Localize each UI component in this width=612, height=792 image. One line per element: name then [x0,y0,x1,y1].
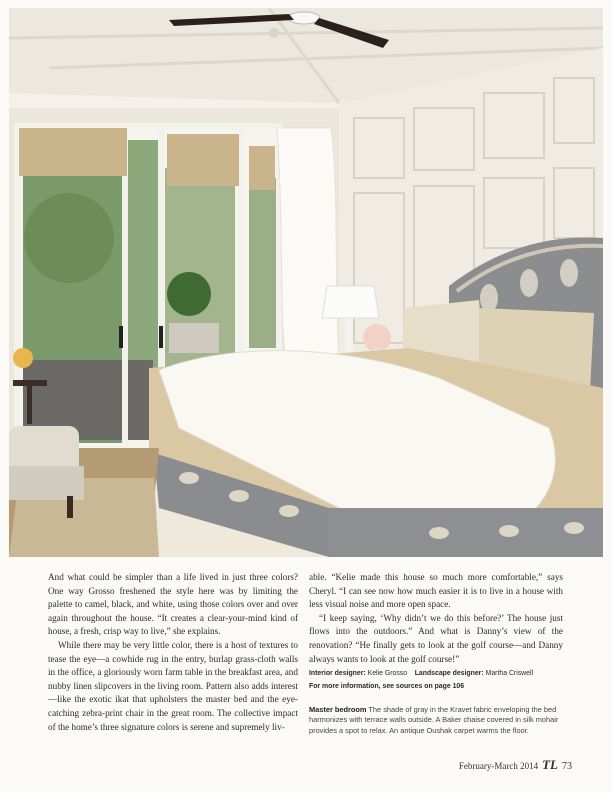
page-number: 73 [562,761,572,772]
body-column-right [309,571,563,737]
photo-caption [309,705,563,737]
bed [149,348,603,557]
bedroom-illustration [9,8,603,557]
body-paragraph: able. “Kelie made this house so much more comfortable,” says Cheryl. “I can see now how much easier it is to live in a house with less visual noise and more open space. [309,572,563,610]
bedroom-photo [9,8,603,557]
interior-designer-label: Interior designer: [309,670,366,678]
interior-designer-value: Kelie Grosso [367,670,408,678]
sources-note: For more information, see sources on page 106 [309,683,465,691]
page-folio [459,757,572,773]
body-paragraph: While there may be very little color, there is a host of textures to tease the eye—a cowhide rug in the entry, burlap grass-cloth walls in the office, a gloriously worn farm table in the breakfast area, and nubby linen slipcovers in the living room. Pattern also adds interest—like the exotic ikat that upholsters the master bed and the eye-catching zebra-print chair in the great room. The collective impact of the home’s three signature colors is serene and supremely liv- [48,639,298,732]
body-paragraph: “I keep saying, ‘Why didn’t we do this before?’ The house just flows into the outdoors.” And what is Danny’s view of the renovation? “He finally gets to look at the golf course—and Danny always wants to look at the golf course!” [309,612,563,664]
body-column-left [48,571,298,734]
landscape-designer-label: Landscape designer: [414,670,484,678]
magazine-logo: TL [542,757,558,772]
designer-credits [309,668,563,679]
body-paragraph: And what could be simpler than a life lived in just three colors? One way Grosso freshened the style here was by limiting the palette to camel, black, and white, using those colors over and over again throughout the house. “It creates a clear-your-mind kind of house, a fresh, crisp way to live,” she explains. [48,572,298,637]
caption-text: The shade of gray in the Kravet fabric enveloping the bed harmonizes with terrace walls outside. A Baker chaise covered in silk mohair provides a spot to relax. An antique Oushak carpet warms the floor. [309,704,559,735]
landscape-designer-value: Martha Criswell [485,670,534,678]
issue-date: February-March 2014 [458,761,539,771]
caption-label: Master bedroom [309,704,367,714]
